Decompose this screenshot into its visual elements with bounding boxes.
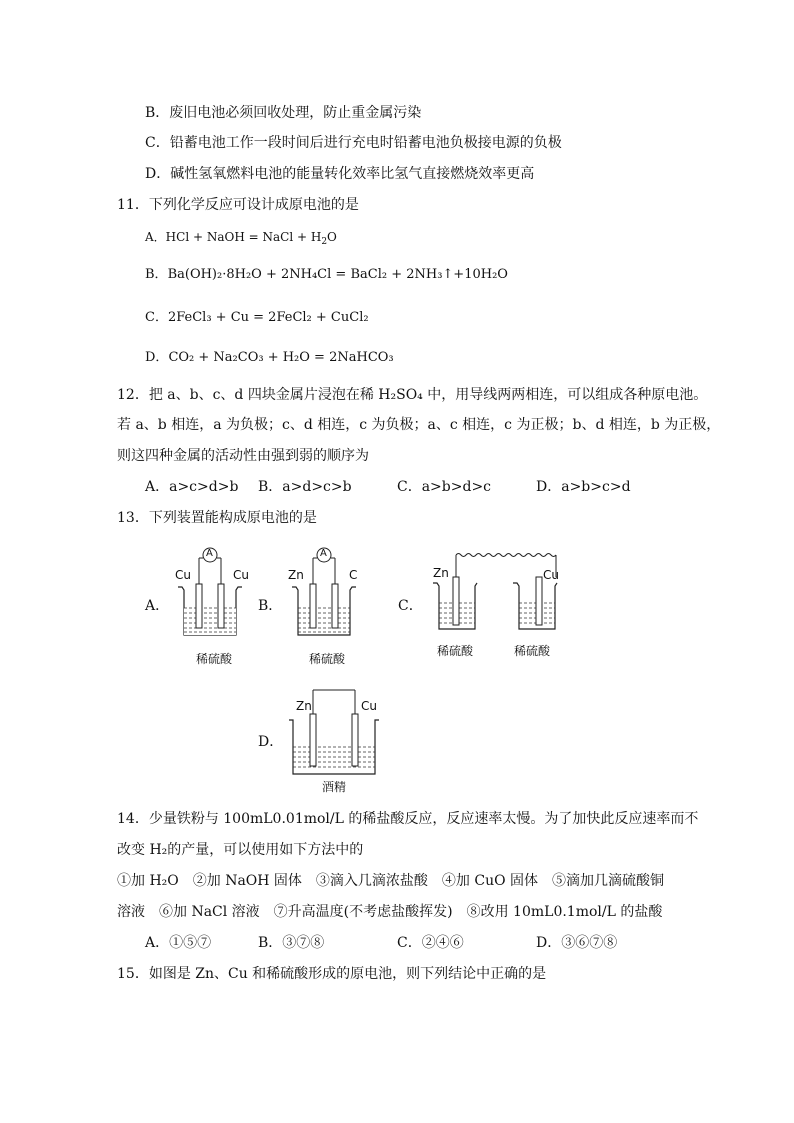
q11-c-eq: 2FeCl₃ + Cu = 2FeCl₂ + CuCl₂ — [167, 310, 369, 325]
q11-option-c — [145, 306, 369, 325]
q14-line-3: ①加 H₂O ②加 NaOH 固体 ③滴入几滴浓盐酸 ④加 CuO 固体 ⑤滴加几滴硫酸铜 — [117, 873, 665, 889]
c-solution-left: 稀硫酸 — [437, 644, 474, 658]
b-right-electrode: C — [349, 568, 358, 582]
c-left-electrode: Zn — [433, 566, 449, 580]
q11-a-eq: HCl + NaOH = NaCl + H — [165, 230, 322, 244]
q12-option-d: D．a>b>c>d — [536, 479, 631, 495]
d-solution: 酒精 — [322, 780, 347, 794]
prev-option-b: B．废旧电池必须回收处理，防止重金属污染 — [145, 105, 422, 121]
q11-a-sub: 2 — [321, 237, 328, 247]
q11-d-eq: CO₂ + Na₂CO₃ + H₂O = 2NaHCO₃ — [168, 350, 394, 365]
b-left-electrode: Zn — [288, 568, 304, 582]
q13-c-label: C． — [398, 598, 423, 614]
q14-option-b: B．③⑦⑧ — [258, 935, 325, 951]
prev-option-d: D．碱性氢氧燃料电池的能量转化效率比氢气直接燃烧效率更高 — [145, 166, 535, 182]
q11-d-label: D． — [145, 350, 169, 365]
c-solution-right: 稀硫酸 — [514, 644, 551, 658]
q14-option-d: D．③⑥⑦⑧ — [536, 935, 618, 951]
q11-b-eq: Ba(OH)₂·8H₂O + 2NH₄Cl = BaCl₂ + 2NH₃↑+10H₂O — [167, 267, 508, 282]
d-right-electrode: Cu — [361, 699, 377, 713]
q14-line-1: 14．少量铁粉与 100mL0.01mol/L 的稀盐酸反应，反应速率太慢。为了加快此反应速率而不 — [117, 811, 699, 827]
c-right-electrode: Cu — [543, 568, 559, 582]
q12-option-a: A．a>c>d>b — [145, 479, 239, 495]
q11-b-label: B． — [145, 267, 168, 282]
q13-d-label: D． — [258, 734, 284, 750]
prev-option-c: C．铅蓄电池工作一段时间后进行充电时铅蓄电池负极接电源的负极 — [145, 135, 562, 151]
q11-a-label: A． — [145, 230, 166, 244]
d-left-electrode: Zn — [296, 699, 312, 713]
q12-option-c: C．a>b>d>c — [397, 479, 492, 495]
q11-option-b — [145, 263, 508, 282]
q11-option-a — [145, 228, 337, 247]
q14-line-2: 改变 H₂的产量，可以使用如下方法中的 — [117, 842, 364, 858]
q11-stem: 11．下列化学反应可设计成原电池的是 — [117, 197, 359, 213]
q14-option-a: A．①⑤⑦ — [145, 935, 212, 951]
q14-line-4: 溶液 ⑥加 NaCl 溶液 ⑦升高温度(不考虑盐酸挥发) ⑧改用 10mL0.1mol/L 的盐酸 — [117, 904, 663, 920]
q11-c-label: C． — [145, 310, 168, 325]
b-ammeter-label: A — [320, 548, 327, 559]
apparatus-c — [425, 545, 575, 640]
q13-b-label: B． — [258, 598, 283, 614]
q11-a-tail: O — [327, 230, 337, 244]
q12-option-b: B．a>d>c>b — [258, 479, 352, 495]
q13-a-label: A． — [145, 598, 170, 614]
q15-stem: 15．如图是 Zn、Cu 和稀硫酸形成的原电池，则下列结论中正确的是 — [117, 966, 547, 982]
q13-stem: 13．下列装置能构成原电池的是 — [117, 510, 317, 526]
a-solution: 稀硫酸 — [196, 652, 233, 666]
q12-line-3: 则这四种金属的活动性由强到弱的顺序为 — [117, 448, 369, 464]
q12-line-1: 12．把 a、b、c、d 四块金属片浸泡在稀 H₂SO₄ 中，用导线两两相连，可以组成各种原电池。 — [117, 387, 708, 403]
a-left-electrode: Cu — [175, 568, 191, 582]
q14-option-c: C．②④⑥ — [397, 935, 464, 951]
a-ammeter-label: A — [206, 548, 213, 559]
a-right-electrode: Cu — [233, 568, 249, 582]
q12-line-2: 若 a、b 相连，a 为负极；c、d 相连，c 为负极；a、c 相连，c 为正极；b、d 相连，b 为正极， — [117, 417, 721, 433]
q11-option-d — [145, 346, 394, 365]
b-solution: 稀硫酸 — [309, 652, 346, 666]
